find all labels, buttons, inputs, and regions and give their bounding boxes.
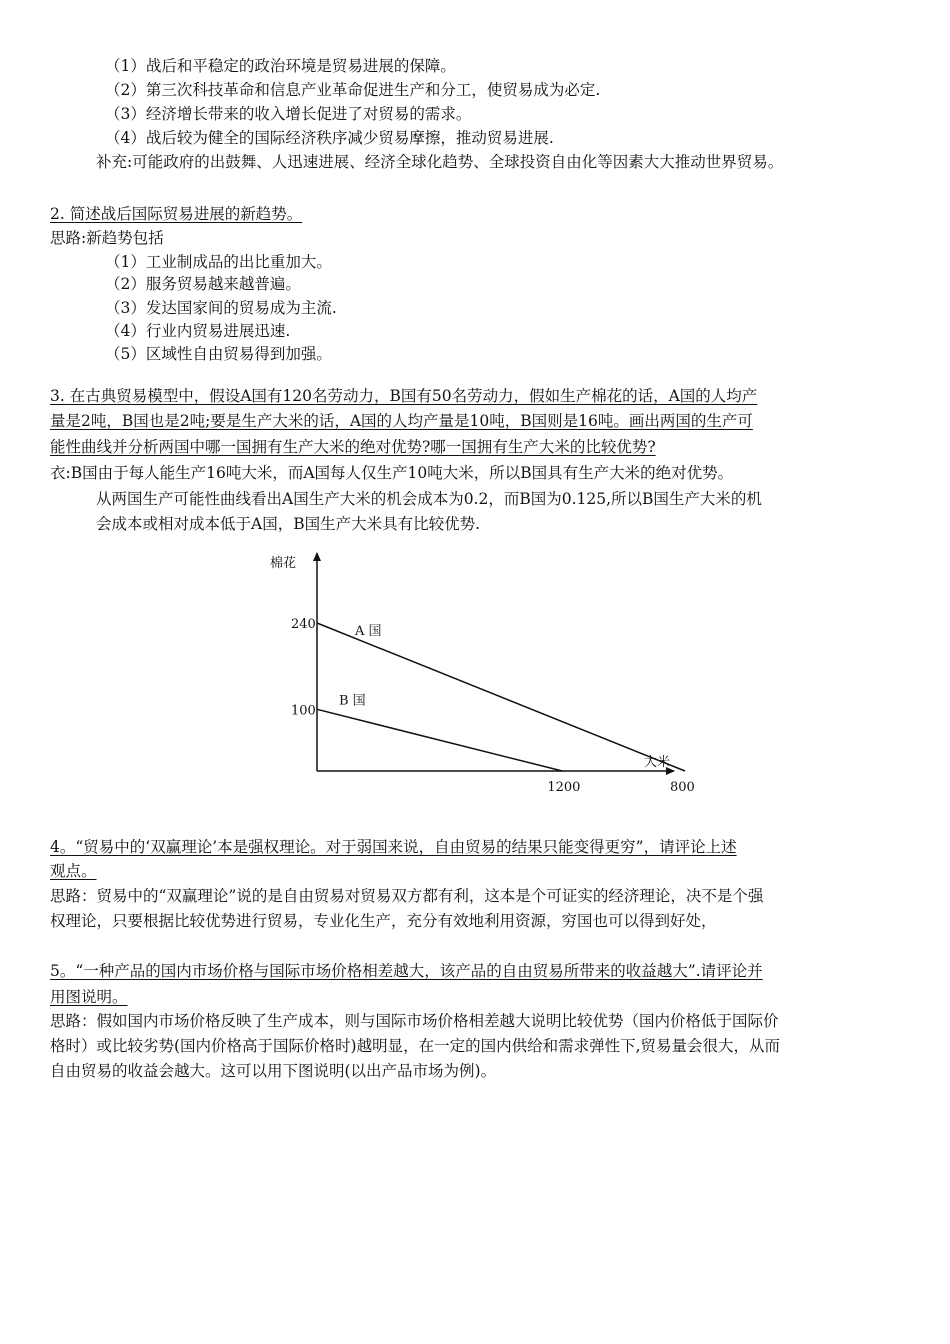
q5-answer-line-2: 格时）或比较劣势(国内价格高于国际价格时)越明显，在一定的国内供给和需求弹性下,贸易量会很大，从而 bbox=[50, 1037, 781, 1055]
q2-item-2: （2）服务贸易越来越普遍。 bbox=[105, 275, 301, 293]
s1-item-3: （3）经济增长带来的收入增长促进了对贸易的需求。 bbox=[105, 105, 472, 123]
q4-answer-line-1: 思路：贸易中的“双赢理论”说的是自由贸易对贸易双方都有利，这本是个可证实的经济理论，决不是个强 bbox=[50, 887, 764, 905]
q5-question-line-1: 5。“一种产品的国内市场价格与国际市场价格相差越大，该产品的自由贸易所带来的收益越大”.请评论并 bbox=[50, 962, 763, 980]
q2-item-5: （5）区域性自由贸易得到加强。 bbox=[105, 345, 332, 363]
y-axis-label: 棉花 bbox=[270, 556, 297, 571]
q2-item-4: （4）行业内贸易进展迅速. bbox=[105, 322, 291, 340]
x-tick-label: 1200 bbox=[547, 780, 581, 795]
q2-item-1: （1）工业制成品的出比重加大。 bbox=[105, 253, 332, 271]
q2-question: 2. 简述战后国际贸易进展的新趋势。 bbox=[50, 205, 303, 223]
q3-answer-line-3: 会成本或相对成本低于A国，B国生产大米具有比较优势. bbox=[96, 515, 481, 533]
q5-question-line-2: 用图说明。 bbox=[50, 988, 128, 1006]
s1-item-1: （1）战后和平稳定的政治环境是贸易进展的保障。 bbox=[105, 57, 456, 75]
q4-answer-line-2: 权理论，只要根据比较优势进行贸易，专业化生产，充分有效地利用资源，穷国也可以得到好处， bbox=[50, 912, 717, 930]
series-line-a bbox=[317, 623, 685, 771]
series-line-b bbox=[317, 709, 562, 771]
q4-question-line-2: 观点。 bbox=[50, 862, 97, 880]
series-label-b: B 国 bbox=[339, 693, 366, 709]
x-tick-label: 800 bbox=[670, 780, 695, 795]
s1-supplement: 补充:可能政府的出鼓舞、人迅速进展、经济全球化趋势、全球投资自由化等因素大大推动世界贸易。 bbox=[96, 153, 784, 171]
q3-question-line-2: 量是2吨，B国也是2吨;要是生产大米的话，A国的人均产量是10吨，B国则是16吨。画出两国的生产可 bbox=[50, 412, 753, 430]
q3-answer-line-1: 衣:B国由于每人能生产16吨大米，而A国每人仅生产10吨大米，所以B国具有生产大米的绝对优势。 bbox=[50, 464, 734, 482]
q5-answer-line-3: 自由贸易的收益会越大。这可以用下图说明(以出产品市场为例)。 bbox=[50, 1062, 497, 1080]
q3-question-line-1: 3. 在古典贸易模型中，假设A国有120名劳动力，B国有50名劳动力，假如生产棉花的话，A国的人均产 bbox=[50, 387, 758, 405]
q2-item-3: （3）发达国家间的贸易成为主流. bbox=[105, 299, 337, 317]
q5-answer-line-1: 思路：假如国内市场价格反映了生产成本，则与国际市场价格相差越大说明比较优势（国内价格低于国际价 bbox=[50, 1012, 779, 1030]
ppc-chart bbox=[260, 545, 700, 805]
y-tick-label: 240 bbox=[291, 617, 316, 632]
y-tick-label: 100 bbox=[291, 703, 316, 719]
q2-answer-intro: 思路:新趋势包括 bbox=[50, 229, 164, 247]
q4-question-line-1: 4。“贸易中的‘双赢理论’本是强权理论。对于弱国来说，自由贸易的结果只能变得更穷”，请评论上述 bbox=[50, 838, 737, 856]
series-label-a: A 国 bbox=[355, 624, 382, 639]
q3-answer-line-2: 从两国生产可能性曲线看出A国生产大米的机会成本为0.2，而B国为0.125,所以B国生产大米的机 bbox=[96, 490, 762, 508]
s1-item-2: （2）第三次科技革命和信息产业革命促进生产和分工，使贸易成为必定. bbox=[105, 81, 601, 99]
s1-item-4: （4）战后较为健全的国际经济秩序减少贸易摩擦，推动贸易进展. bbox=[105, 129, 554, 147]
x-axis-label: 大米 bbox=[644, 755, 671, 770]
q3-question-line-3: 能性曲线并分析两国中哪一国拥有生产大米的绝对优势?哪一国拥有生产大米的比较优势? bbox=[50, 438, 656, 456]
